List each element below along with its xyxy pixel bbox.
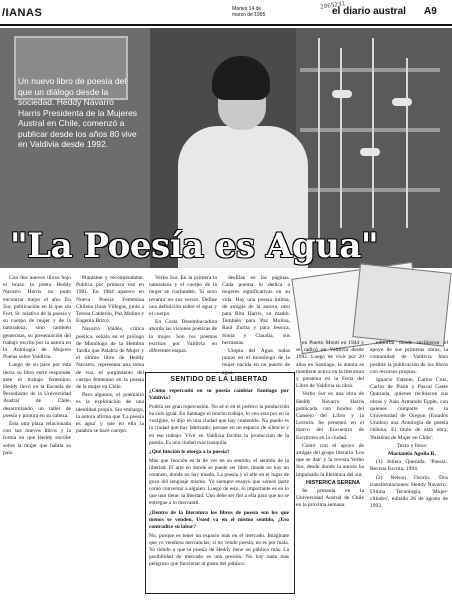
text-column-1 [3,275,71,595]
text-column-2 [76,275,144,595]
text-column-3 [149,275,217,367]
interview-answer: No, porque es tener un espacio más en el mercado. Imagínate que yo vendiera mercancías; si no vendo poesía, no es por mala. Yo tiendo a que la poesía de Heddy tiene un público más. La posibilidad de mercado es una presión. No hay nada más peligroso que funcionar al gusto del público. [149,532,289,568]
page-header [0,0,452,24]
text-column-6 [370,340,448,595]
paragraph: Ignacio Valente, Carlos Cruz, Carlos de Pisón y Pascal Gaete Quezada, quienes recibieron sus obras y Juan Armando Epple, con quienes comparte en la Universidad de Oregon (Estados Unidos) una Antología de poesía chilena. El título de esta obra: 'Palabras de Mujer en Chile'. [370,377,448,441]
newspaper-name: el diario austral [332,6,406,17]
text-column-4 [222,275,290,376]
paragraph: Verbo Sur es una obra de Heddy Navarro Harris publicada con fondos del Consejo del Libro y la Lectura. Se presentó en el marco del Encuentro de Escritores en la ciudad. [296,391,364,441]
paragraph: Esta otra plaza relacionada con sus nuevos libros y la forma en que Heddy escribe sobre la mujer que habita su país. [3,421,71,456]
shelf-board [300,68,440,72]
paragraph: Contó con el apoyo de amigas del grupo literario 'Los que se dan' y la revista Verbo Sur, desde donde la autora ha impulsado la literatura del sur. [296,442,364,478]
paragraph: Se presenta en la Universidad Austral de Chile en la próxima semana. [296,488,364,509]
interview-question: ¿Dentro de la literatura los libros de poesía son los que menos se venden. Usted va en el mismo sentido, ¿Eso contradice su labor? [149,509,289,530]
section-name: /IANAS [2,7,43,19]
framed-book-cover [352,263,451,346]
page-number: A9 [424,6,437,17]
interview-answer: Podría ser gran repercusión. No sé si en el poético la producción ha sido igual. En Santiago el mucho trabajo, lo veo esta por en la vorágine, lo dijo en una ciudad que hay contenido. No puedo es la ciudad que hay fabricado, porque en un espacio de silencio y en ese trabajo. Vivir en Valdivia facilita la producción de la poesía. Es una ciudad más tranquila. [149,404,289,446]
paragraph: En Costa Desembocadura aborda las visiones poéticas de la mujer. Son los poemas escritos por Valdivia en diferentes etapas. [149,319,217,355]
poet-hair [212,56,270,100]
shelf-board [300,128,440,132]
subheading: HISTERICA SERENA [306,479,360,486]
paragraph: desfilan en las páginas. Cada poema lo dedica a mujeres significativas en su vida. Hay una poesía íntima, de amigas de la autora, otro para Rita Harris, su madre. También para Paz Molina, Raúl Zurita y para Jessica, Sonia y Claudia, sus hermanas. [222,275,290,346]
handwritten-stamp: 2065231 [319,0,346,11]
paragraph: Navarro Valdés, crítica poética, señala en el prólogo de Monólogo de la Hembra Tardía que Palabra de Mujer y el último libro de Heddy Navarro, representa una toma de voz, el surgimiento del cuerpo femenino en la poesía de la mujer en Chile. [76,326,144,391]
interview-question: ¿Qué función le otorga a la poesía? [149,448,230,455]
interview-answer: Más que función es la de ver en su sentido, el sentido de la libertad. El arte en donde se puede ser libre, donde no hay un contrato, donde no hay miedo. La poesía y el arte en el lugar de gozo del lenguaje mismo. Yo siempre ensayo que somos parte como conversar a alguien. Luego de esto, lo importante es en lo que uno tiene: la libertad. Uno debe ser fiel a ella para que no se entregue a lo mercantil. [149,457,289,507]
paragraph: Luego de su paso por esta tierra su libro entre responder ante el trabajo femenino, Heddy llevó en la Escuela de Periodismo de la Universidad Austral de Chile, desarrollando un taller de poesía y pintura en su cabeza. [3,362,71,419]
paragraph: Utopía del Agua todas juntas en el monólogo de la mujer nacida en un puerto de agua. [222,348,290,376]
photo-intro-text: Un nuevo libro de poesía del que un diálogo desde la sociedad. Heddy Navarro Harris Presidenta de la Mujeres Austral en Chile, comenzó a publicar desde los años 80 vive en Valdivia desde 1992. [18,76,138,149]
paragraph: editorial donde recibieron el apoyo de sus primeras obras, la comunidad de Valdivia hizo posible la publicación de los libros con recursos propios. [370,340,448,375]
article-headline: "La Poesía es Agua" [10,226,379,266]
paragraph: Verbo Sur. En la primera la naturaleza y el cuerpo de la mujer se confunden. 'Si sexo levanta' en sus versos. Define una definición sobre el agua y el cuerpo. [149,275,217,318]
paragraph: Plántame y recomiéndame. Publica por primera vez en 1981. En 1984 aparece en Nueva Poesía Femenina Chilena (Juan Villegas, junto a Teresa Calderón, Paz Molina y Eugenia Brito). [76,275,144,325]
interview-question: ¿Cómo repercutió en su poesía cambiar Santiago por Valdivia? [149,388,289,402]
sidebar-box-title: SENTIDO DE LA LIBERTAD [170,376,268,383]
hanging-craft [318,38,320,238]
footnote: (2) Nelson Osorio. 'Dos transformaciones: Heddy Navarro'. Ultima Tecnología, 'Mujer-cilindro', editado 26 de agosto de 1993. [370,474,448,510]
bird-ornament [392,98,412,106]
bird-ornament [360,148,380,156]
hanging-craft [340,48,342,228]
date-line-2: marzo de 1995 [232,12,266,18]
paragraph: Con dos nuevos libros bajo el brazo la poeta Heddy Navarro Harris no pudo encontrar mejor el año. En Sur, publicación en la que sin Fort, Sr. relativo de la poesía y su cuerpo de mujer y de la naturaleza, sino también generosas, su presentación del trabajo escrito por la autora en la Antología de Mujeres Poetas sobre Valdivia. [3,275,71,361]
hanging-craft [372,38,374,228]
footnote: (1) Julieta Quezada. 'Poesía'. Revista Escrita, 1994. [370,459,448,473]
header-rule [0,24,452,26]
bird-ornament [332,90,352,98]
credit-author: Marianela Aguila R. [388,451,436,458]
date-line-1: Martes 14 de [232,6,262,12]
publication-date [232,6,265,18]
hanging-craft [406,58,408,228]
paragraph: Para algunos, el poemario es la exploración de una identidad propia. Sin embargo, la autora afirma que 'La poesía es agua' y que en ella la palabra se hace cuerpo. [76,392,144,435]
sidebar-box-body [149,388,289,588]
paragraph: en Puerto Montt en 1944 y se radicó en Valdivia desde 1992. Luego de vivir por 20 años en Santiago, la autora se mantiene activa en la literatura y presenta en la Feria del Libro de Valdivia su obra. [296,340,364,390]
credit-label: Texto y fotos: [396,442,428,449]
text-column-5 [296,340,364,595]
shelf-board [300,188,440,192]
